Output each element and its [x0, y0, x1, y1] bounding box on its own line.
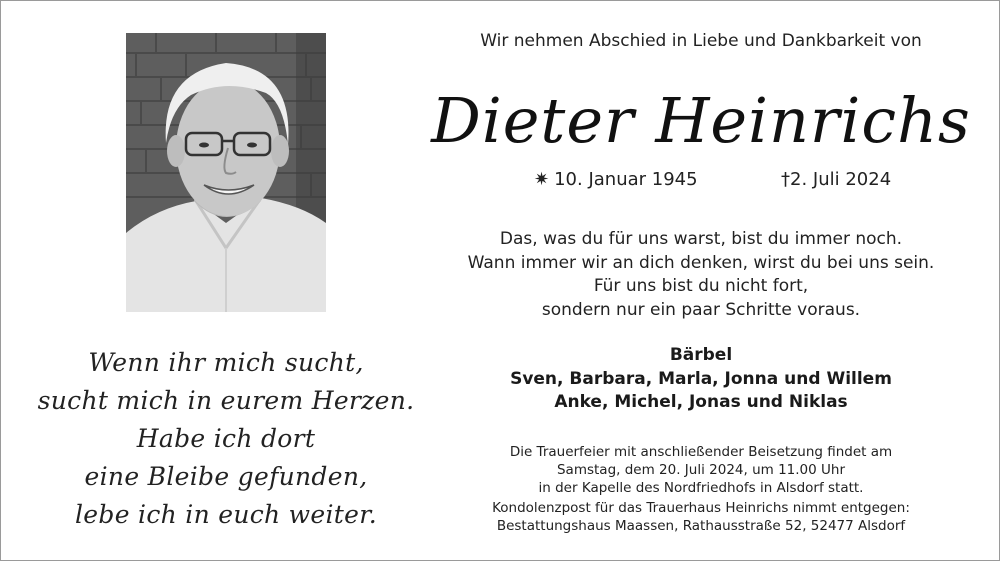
- portrait-illustration: [126, 33, 326, 312]
- condolence-line: Bestattungshaus Maassen, Rathausstraße 52, 52477 Alsdorf: [496, 518, 906, 534]
- portrait-photo: [126, 33, 326, 312]
- poem-line: sucht mich in eurem Herzen.: [37, 386, 415, 415]
- poem-line: eine Bleibe gefunden,: [84, 462, 368, 491]
- service-line: in der Kapelle des Nordfriedhofs in Alsdorf statt.: [538, 480, 864, 496]
- mourner-line: Bärbel: [669, 345, 733, 365]
- verse-line: Für uns bist du nicht fort,: [593, 276, 809, 296]
- mourners: [441, 344, 961, 415]
- cross-icon: †: [781, 169, 790, 190]
- intro-text: Wir nehmen Abschied in Liebe und Dankbarkeit von: [480, 31, 922, 51]
- service-line: Die Trauerfeier mit anschließender Beisetzung findet am: [509, 444, 893, 460]
- poem-line: Habe ich dort: [136, 424, 316, 453]
- funeral-service-info: [441, 443, 961, 497]
- birth-date: [534, 169, 698, 190]
- verse-line: sondern nur ein paar Schritte voraus.: [541, 299, 861, 320]
- poem: [21, 344, 431, 534]
- poem-line: lebe ich in euch weiter.: [75, 500, 377, 529]
- death-date-text: 2. Juli 2024: [790, 169, 892, 190]
- life-dates: [441, 169, 961, 195]
- verse: [441, 228, 961, 322]
- service-line: Samstag, dem 20. Juli 2024, um 11.00 Uhr: [556, 462, 845, 478]
- poem-line: Wenn ihr mich sucht,: [88, 348, 364, 377]
- death-date: [781, 169, 891, 190]
- verse-line: Wann immer wir an dich denken, wirst du bei uns sein.: [467, 252, 935, 273]
- condolence-line: Kondolenzpost für das Trauerhaus Heinrichs nimmt entgegen:: [492, 500, 910, 516]
- birth-date-text: 10. Januar 1945: [554, 169, 698, 190]
- mourner-line: Anke, Michel, Jonas und Niklas: [554, 392, 848, 412]
- star-icon: ✷: [534, 169, 550, 190]
- condolence-info: [441, 499, 961, 535]
- deceased-name: Dieter Heinrichs: [431, 84, 971, 157]
- verse-line: Das, was du für uns warst, bist du immer noch.: [499, 229, 903, 249]
- mourner-line: Sven, Barbara, Marla, Jonna und Willem: [510, 368, 892, 389]
